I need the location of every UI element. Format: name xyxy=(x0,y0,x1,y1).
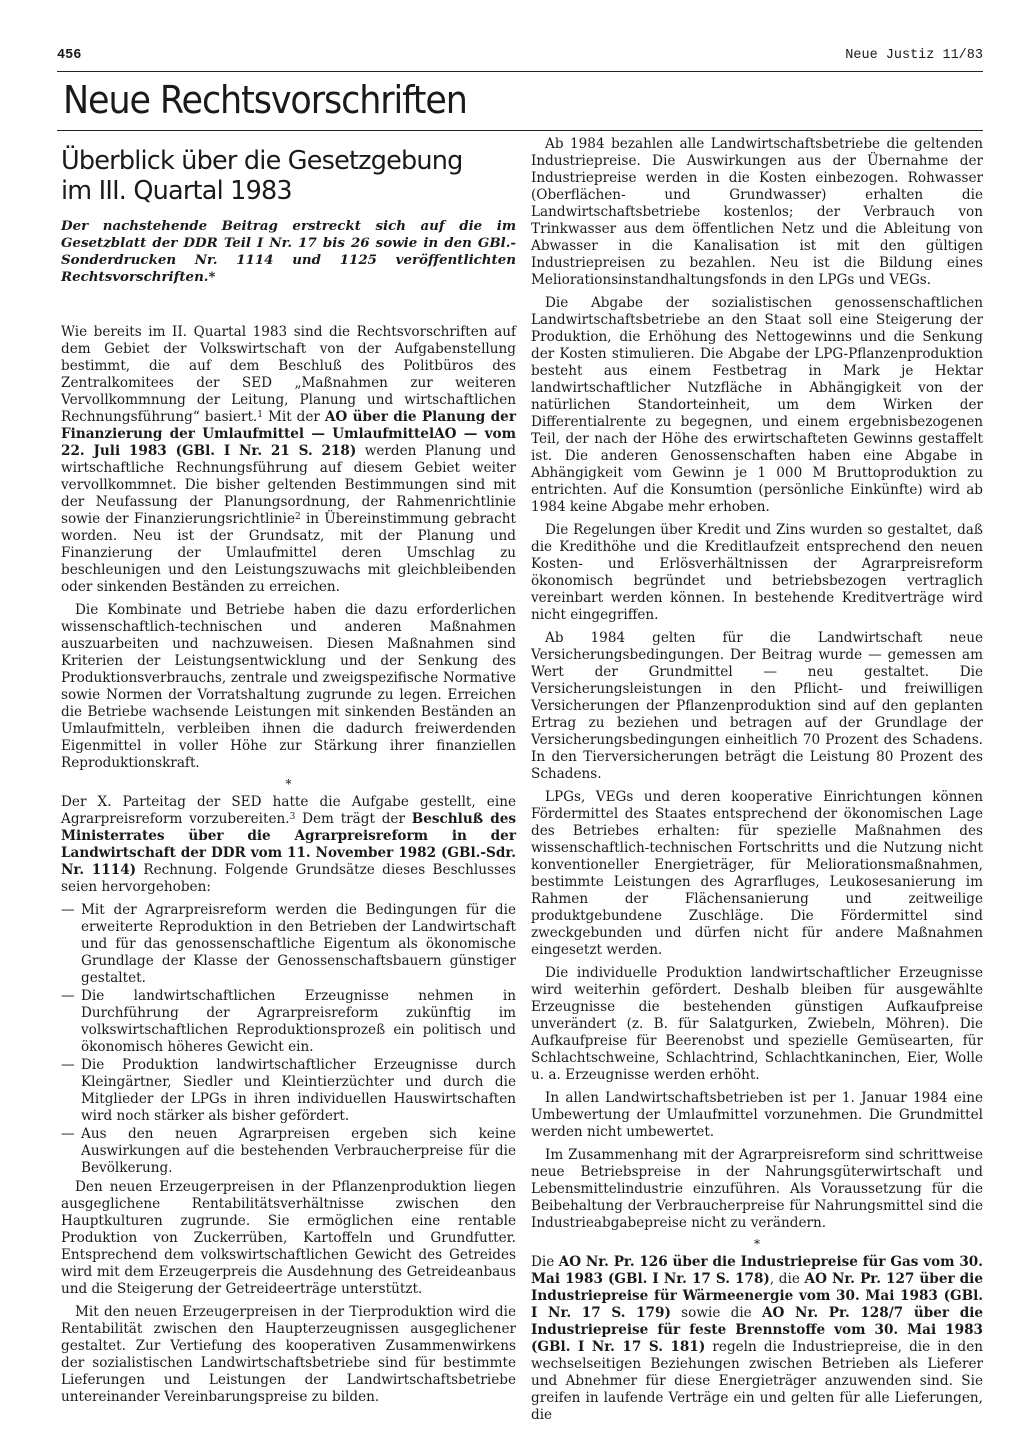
dash-marker: — xyxy=(61,1126,75,1142)
dash-marker: — xyxy=(61,1057,75,1073)
principles-list xyxy=(61,902,516,1177)
paragraph: Die AO Nr. Pr. 126 über die Industriepreise für Gas vom 30. Mai 1983 (GBl. I Nr. 17 S. 178), die AO Nr. Pr. 127 über die Industriepreise für Wärmeenergie vom 30. Mai 1983 (GBl. I Nr. 17 S. 179) sowie die AO Nr. Pr. 128/7 über die Industriepreise für feste Brennstoffe vom 30. Mai 1983 (GBl. I Nr. 17 S. 181) regeln die Industriepreise, die in den wechselseitigen Beziehungen zwischen Betrieben als Lieferer und Abnehmer für diese Energieträger anzuwenden sind. Sie greifen in laufende Verträge ein und gelten für alle Lieferungen, die xyxy=(531,1254,984,1423)
section-title-rule xyxy=(57,130,983,131)
paragraph: Den neuen Erzeugerpreisen in der Pflanzenproduktion liegen ausgeglichene Rentabilitätsverhältnisse zwischen den Hauptkulturen zugrunde. Sie ermöglichen eine rentable Produktion von Zuckerrüben, Kartoffeln und Grundfutter. Entsprechend dem volkswirtschaftlichen Gewicht des Getreides wird mit dem Erzeugerpreis die Ausdehnung des Getreideanbaus und die Steigerung der Getreideerträge unterstützt. xyxy=(61,1179,516,1297)
footnote-ref: 3 xyxy=(289,812,296,822)
paragraph: Die Regelungen über Kredit und Zins wurden so gestaltet, daß die Kredithöhe und die Kreditlaufzeit entsprechend den neuen Kosten- und Erlösverhältnissen der Agrarpreisreform ökonomisch begründet und betriebsbezogen vertraglich vereinbart werden können. In bestehende Kreditverträge wird nicht eingegriffen. xyxy=(531,522,983,623)
paragraph: Wie bereits im II. Quartal 1983 sind die Rechtsvorschriften auf dem Gebiet der Volkswirtschaft von der Aufgabenstellung bestimmt, die auf dem Beschluß des Politbüros des Zentralkomitees der SED „Maßnahmen zur weiteren Vervollkommnung der Leitung, Planung und wirtschaftlichen Rechnungsführung“ basiert.$^1$ Mit der AO über die Planung der Finanzierung der Umlaufmittel — UmlaufmittelAO — vom 22. Juli 1983 (GBl. I Nr. 21 S. 218) werden Planung und wirtschaftliche Rechnungsführung auf diesem Gebiet weiter vervollkommnet. Die bisher geltenden Bestimmungen sind mit der Neufassung der Planungsordnung, der Rahmenrichtlinie sowie der Finanzierungsrichtlinie$^2$ in Übereinstimmung gebracht worden. Neu ist der Grundsatz, mit der Planung und Finanzierung der Umlaufmittel deren Umschlag zu beschleunigen und den Leistungszuwachs mit gleichbleibenden oder sinkenden Beständen zu erreichen. xyxy=(61,324,517,595)
list-item: — Die landwirtschaftlichen Erzeugnisse nehmen in Durchführung der Agrarpreisreform zukünftig im volkswirtschaftlichen Reproduktionsprozeß ein politisch und ökonomisch höheres Gewicht ein. xyxy=(61,988,516,1055)
law-citation: AO über die Planung der Finanzierung der Umlaufmittel — UmlaufmittelAO — vom 22. Juli 1983 (GBl. I Nr. 21 S. 218) xyxy=(61,409,516,459)
paragraph: Der X. Parteitag der SED hatte die Aufgabe gestellt, eine Agrarpreisreform vorzubereiten.$^3$ Dem trägt der Beschluß des Ministerrates über die Agrarpreisreform in der Landwirtschaft der DDR vom 11. November 1982 (GBl.-Sdr. Nr. 1114) Rechnung. Folgende Grundsätze dieses Beschlusses seien hervorgehoben: xyxy=(61,794,517,895)
footnote-ref: 2 xyxy=(295,512,301,522)
footnote-ref: 1 xyxy=(257,410,263,420)
law-citation: AO Nr. Pr. 128/7 über die Industriepreise für feste Brennstoffe vom 30. Mai 1983 (GBl. I Nr. 17 S. 181) xyxy=(531,1305,984,1355)
law-citation: AO Nr. Pr. 126 über die Industriepreise für Gas vom 30. Mai 1983 (GBl. I Nr. 17 S. 178) xyxy=(531,1254,983,1287)
list-item: — Die Produktion landwirtschaftlicher Erzeugnisse durch Kleingärtner, Siedler und Kleintierzüchter und durch die Mitglieder der LPGs in ihren individuellen Hauswirtschaften wird noch stärker als bisher gefördert. xyxy=(61,1057,516,1124)
list-item: — Mit der Agrarpreisreform werden die Bedingungen für die erweiterte Reproduktion in den Betrieben der Landwirtschaft und für das genossenschaftliche Eigentum als ökonomische Grundlage der Klasse der Genossenschaftsbauern günstiger gestaltet. xyxy=(61,902,516,986)
law-citation: Beschluß des Ministerrates über die Agrarpreisreform in der Landwirtschaft der DDR vom 11. November 1982 (GBl.-Sdr. Nr. 1114) xyxy=(61,811,517,878)
header-rule xyxy=(57,71,983,72)
section-separator: * xyxy=(285,777,292,791)
law-citation: AO Nr. Pr. 127 über die Industriepreise für Wärmeenergie vom 30. Mai 1983 (GBl. I Nr. 17 S. 179) xyxy=(531,1271,983,1321)
paragraph: Die Abgabe der sozialistischen genossenschaftlichen Landwirtschaftsbetriebe an den Staat soll eine Steigerung der Produktion, die Erhöhung des Nettogewinns und die Senkung der Kosten stimulieren. Die Abgabe der LPG-Pflanzenproduktion besteht aus einem Festbetrag in Mark je Hektar landwirtschaftlicher Nutzfläche in Abhängigkeit von der natürlichen Standorteinheit, um dem Wirken der Differentialrente zu begegnen, und einem ergebnisbezogenen Teil, der nach der Höhe des erwirtschafteten Gewinns gestaffelt ist. Die anderen Genossenschaften haben eine Abgabe in Abhängigkeit vom Gewinn je 1 000 M Bruttoproduktion zu entrichten. Auf die Konsumtion (persönliche Einkünfte) wird ab 1984 keine Abgabe mehr erhoben. xyxy=(531,295,983,515)
page-number: 456 xyxy=(57,48,82,63)
paragraph: In allen Landwirtschaftsbetrieben ist per 1. Januar 1984 eine Umbewertung der Umlaufmittel vorzunehmen. Die Grundmittel werden nicht umbewertet. xyxy=(531,1090,983,1140)
right-column xyxy=(531,136,983,1430)
paragraph: Ab 1984 gelten für die Landwirtschaft neue Versicherungsbedingungen. Der Beitrag wurde — gemessen am Wert der Grundmittel — neu gestaltet. Die Versicherungsleistungen in den Pflicht- und freiwilligen Versicherungen der Pflanzenproduktion sind auf den geplanten Ertrag zu beziehen und betragen auf der Grundlage der Versicherungsbedingungen einheitlich 70 Prozent des Schadens. In den Tierversicherungen beträgt die Leistung 80 Prozent des Schadens. xyxy=(531,630,983,782)
section-title: Neue Rechtsvorschriften xyxy=(63,78,467,122)
paragraph: Die Kombinate und Betriebe haben die dazu erforderlichen wissenschaftlich-technischen und anderen Maßnahmen auszuarbeiten und nachzuweisen. Diesen Maßnahmen sind Kriterien der Leistungsentwicklung und der Senkung des Produktionsverbrauchs, zentrale und zweigspezifische Normative sowie Normen der Vorratshaltung zugrunde zu legen. Erreichen die Betriebe wachsende Leistungen mit sinkenden Beständen an Umlaufmitteln, verbleiben ihnen die dadurch freiwerdenden Eigenmittel in voller Höhe zur Stärkung ihrer finanziellen Reproduktionskraft. xyxy=(61,602,516,771)
paragraph: Im Zusammenhang mit der Agrarpreisreform sind schrittweise neue Betriebspreise in der Nahrungsgüterwirtschaft und Lebensmittelindustrie einzuführen. Als Voraussetzung für die Beibehaltung der Verbraucherpreise für Nahrungsmittel sind die Industrieabgabepreise nicht zu verändern. xyxy=(531,1147,983,1231)
article-lead: Der nachstehende Beitrag erstreckt sich auf die im Gesetzblatt der DDR Teil I Nr. 17 bis 26 sowie in den GBl.-Sonderdrucken Nr. 1114 und 1125 veröffentlichten Rechtsvorschriften.* xyxy=(61,218,516,285)
page-header xyxy=(57,48,983,68)
article-title-line-1: Überblick über die Gesetzgebung xyxy=(61,146,463,176)
dash-marker: — xyxy=(61,902,75,918)
journal-reference: Neue Justiz 11/83 xyxy=(845,48,983,63)
paragraph: Ab 1984 bezahlen alle Landwirtschaftsbetriebe die geltenden Industriepreise. Die Auswirkungen aus der Übernahme der Industriepreise werden in die Kosten einbezogen. Rohwasser (Oberflächen- und Grundwasser) erhalten die Landwirtschaftsbetriebe kostenlos; der Verbrauch von Trinkwasser aus dem öffentlichen Netz und die Ableitung von Abwasser in die Kanalisation ist mit den gültigen Industriepreisen zu bezahlen. Neu ist die Bildung eines Meliorationsinstandhaltungsfonds in den LPGs und VEGs. xyxy=(531,136,983,288)
dash-marker: — xyxy=(61,988,75,1004)
article-title-line-2: im III. Quartal 1983 xyxy=(61,176,292,206)
left-column xyxy=(61,136,516,1412)
paragraph: Mit den neuen Erzeugerpreisen in der Tierproduktion wird die Rentabilität zwischen den Haupterzeugnissen ausgeglichener gestaltet. Zur Vertiefung des kooperativen Zusammenwirkens der sozialistischen Landwirtschaftsbetriebe sind für bestimmte Lieferungen und Leistungen der Landwirtschaftsbetriebe untereinander Vereinbarungspreise zu bilden. xyxy=(61,1304,516,1405)
article-title xyxy=(61,146,516,206)
list-item: — Aus den neuen Agrarpreisen ergeben sich keine Auswirkungen auf die bestehenden Verbraucherpreise für die Bevölkerung. xyxy=(61,1126,516,1176)
paragraph: LPGs, VEGs und deren kooperative Einrichtungen können Fördermittel des Staates entsprechend der ökonomischen Lage des Betriebes erhalten: für spezielle Maßnahmen des wissenschaftlich-technischen Fortschritts und die Nutzung nicht konventioneller Energieträger, für Meliorationsmaßnahmen, bestimmte Leistungen des Agrarfluges, Leukosesanierung im Rahmen der Flächensanierung und zeitweilige produktgebundene Zuschläge. Die Fördermittel sind zweckgebunden und dürfen nicht für andere Maßnahmen eingesetzt werden. xyxy=(531,789,983,958)
paragraph: Die individuelle Produktion landwirtschaftlicher Erzeugnisse wird weiterhin gefördert. Deshalb bleiben für ausgewählte Erzeugnisse die bestehenden günstigen Aufkaufpreise unverändert (z. B. für Salatgurken, Zwiebeln, Möhren). Die Aufkaufpreise für Beerenobst und spezielle Gemüsearten, für Schlachtschweine, Schlachtrind, Schlachtkaninchen, Eier, Wolle u. a. Erzeugnisse werden erhöht. xyxy=(531,965,983,1083)
section-separator: * xyxy=(754,1237,760,1251)
